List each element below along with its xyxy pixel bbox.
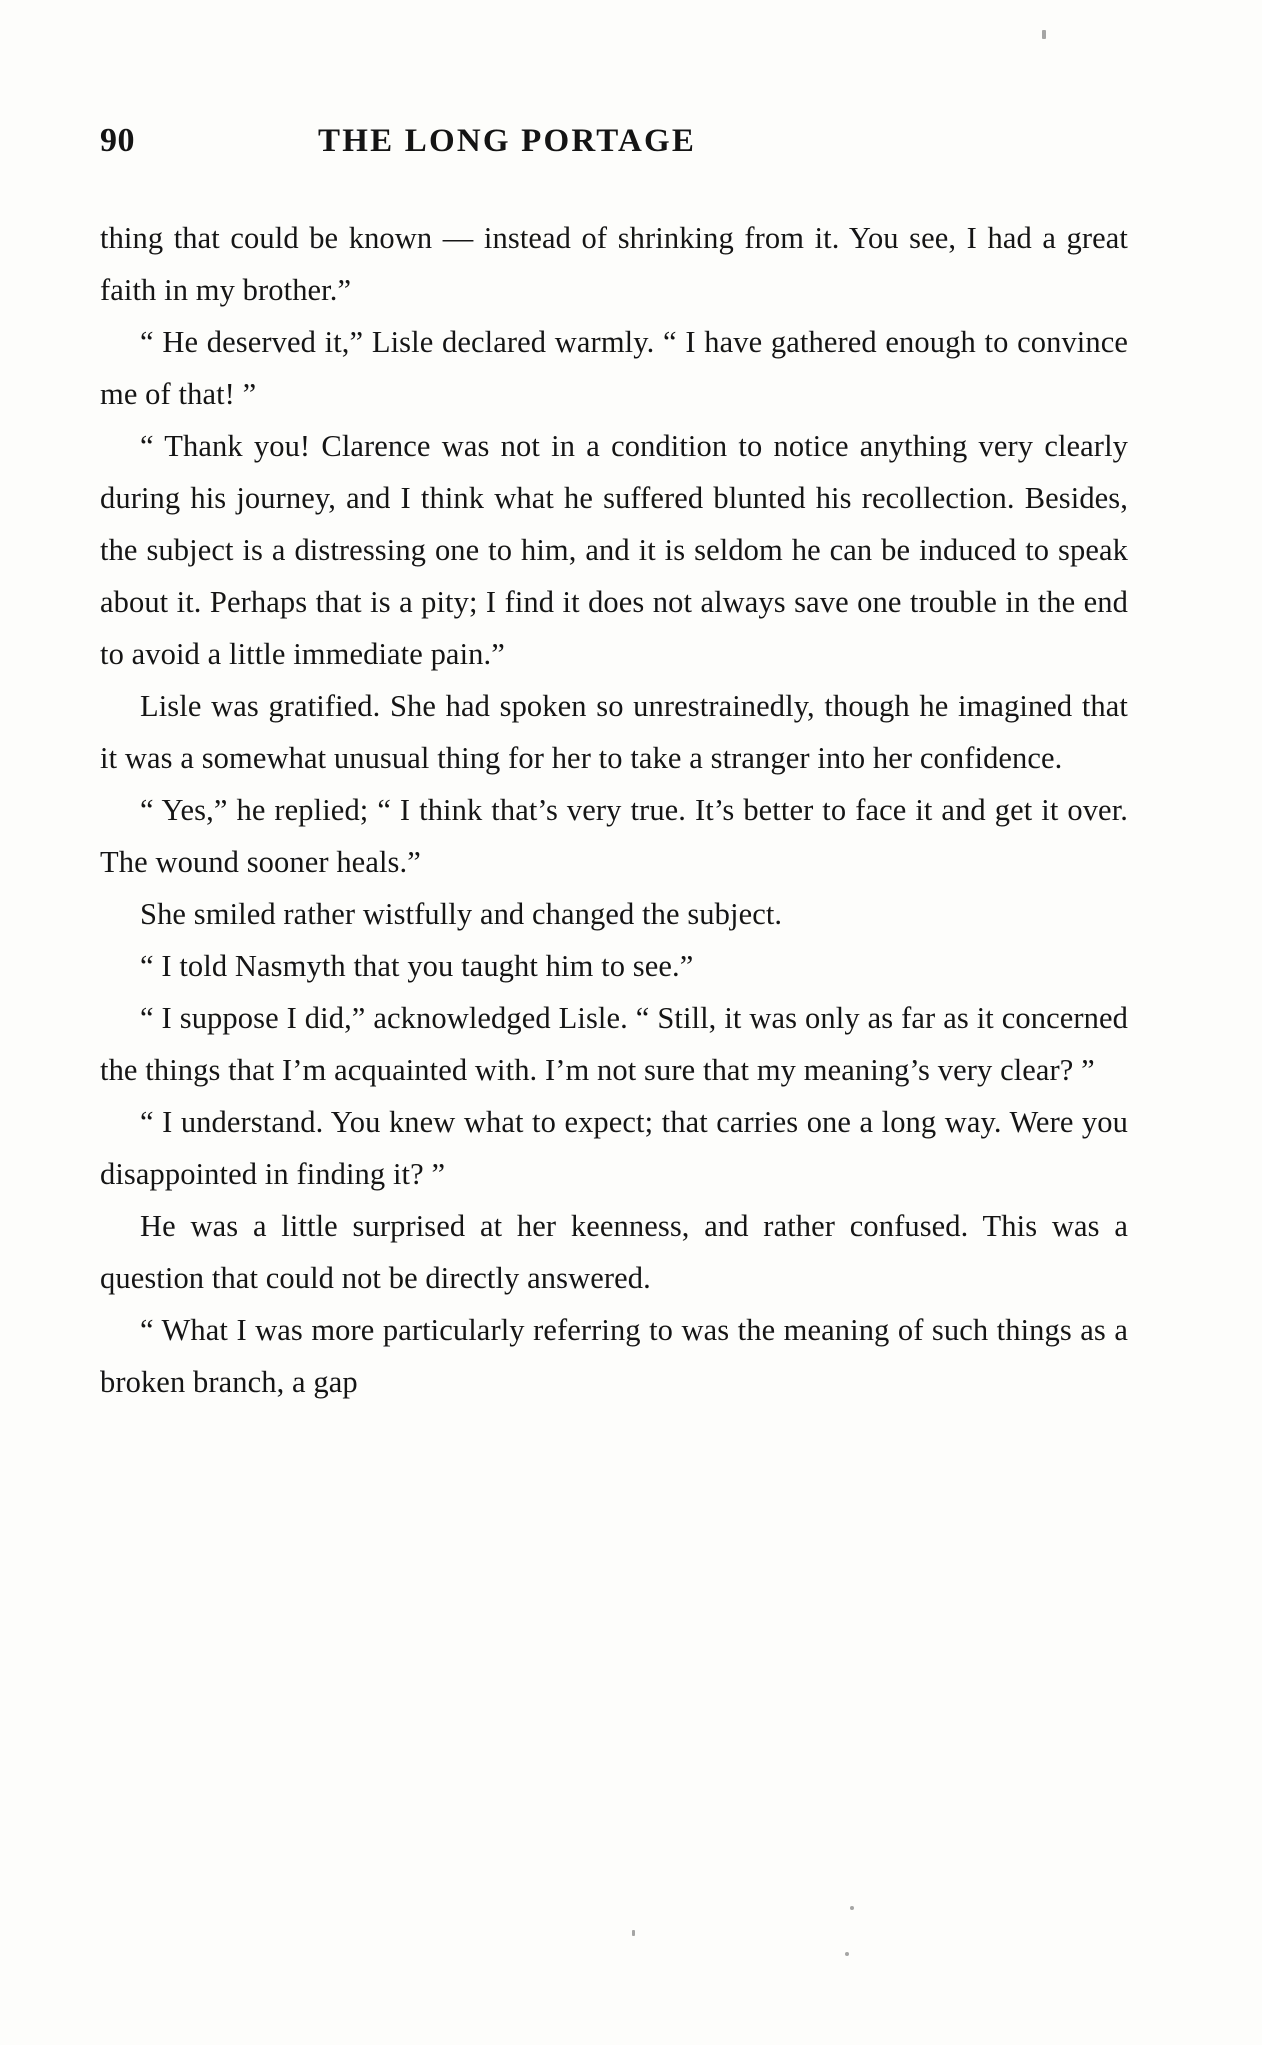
running-head-title: THE LONG PORTAGE: [318, 123, 697, 159]
paragraph: “ He deserved it,” Lisle declared warmly. “ I have gathered enough to convince me of that! ”: [100, 325, 1128, 411]
paragraph: “ I understand. You knew what to expect; that carries one a long way. Were you disappointed in finding it? ”: [100, 1105, 1128, 1191]
paragraph: She smiled rather wistfully and changed the subject.: [140, 897, 783, 931]
paragraph: “ Yes,” he replied; “ I think that’s very true. It’s better to face it and get it over. The wound sooner heals.”: [100, 793, 1128, 879]
body-text-block: [100, 212, 1128, 1408]
print-speck: [632, 1930, 635, 1936]
print-speck: [1042, 30, 1046, 39]
page-header: [100, 122, 1160, 170]
print-speck: [845, 1952, 849, 1956]
paragraph: “ Thank you! Clarence was not in a condition to notice anything very clearly during his journey, and I think what he suffered blunted his recollection. Besides, the subject is a distressing one to him, and it is seldom he can be induced to speak about it. Perhaps that is a pity; I find it does not always save one trouble in the end to avoid a little immediate pain.”: [100, 429, 1128, 671]
paragraph: “ What I was more particularly referring to was the meaning of such things as a broken branch, a gap: [100, 1313, 1128, 1399]
print-speck: [850, 1906, 854, 1910]
paragraph: “ I suppose I did,” acknowledged Lisle. “ Still, it was only as far as it concerned the things that I’m acquainted with. I’m not sure that my meaning’s very clear? ”: [100, 1001, 1128, 1087]
paragraph: He was a little surprised at her keenness, and rather confused. This was a question that could not be directly answered.: [100, 1209, 1128, 1295]
paragraph: thing that could be known — instead of shrinking from it. You see, I had a great faith in my brother.”: [100, 221, 1128, 307]
page-number: 90: [100, 122, 135, 159]
paragraph: “ I told Nasmyth that you taught him to see.”: [140, 949, 694, 983]
paragraph: Lisle was gratified. She had spoken so unrestrainedly, though he imagined that it was a somewhat unusual thing for her to take a stranger into her confidence.: [100, 689, 1128, 775]
